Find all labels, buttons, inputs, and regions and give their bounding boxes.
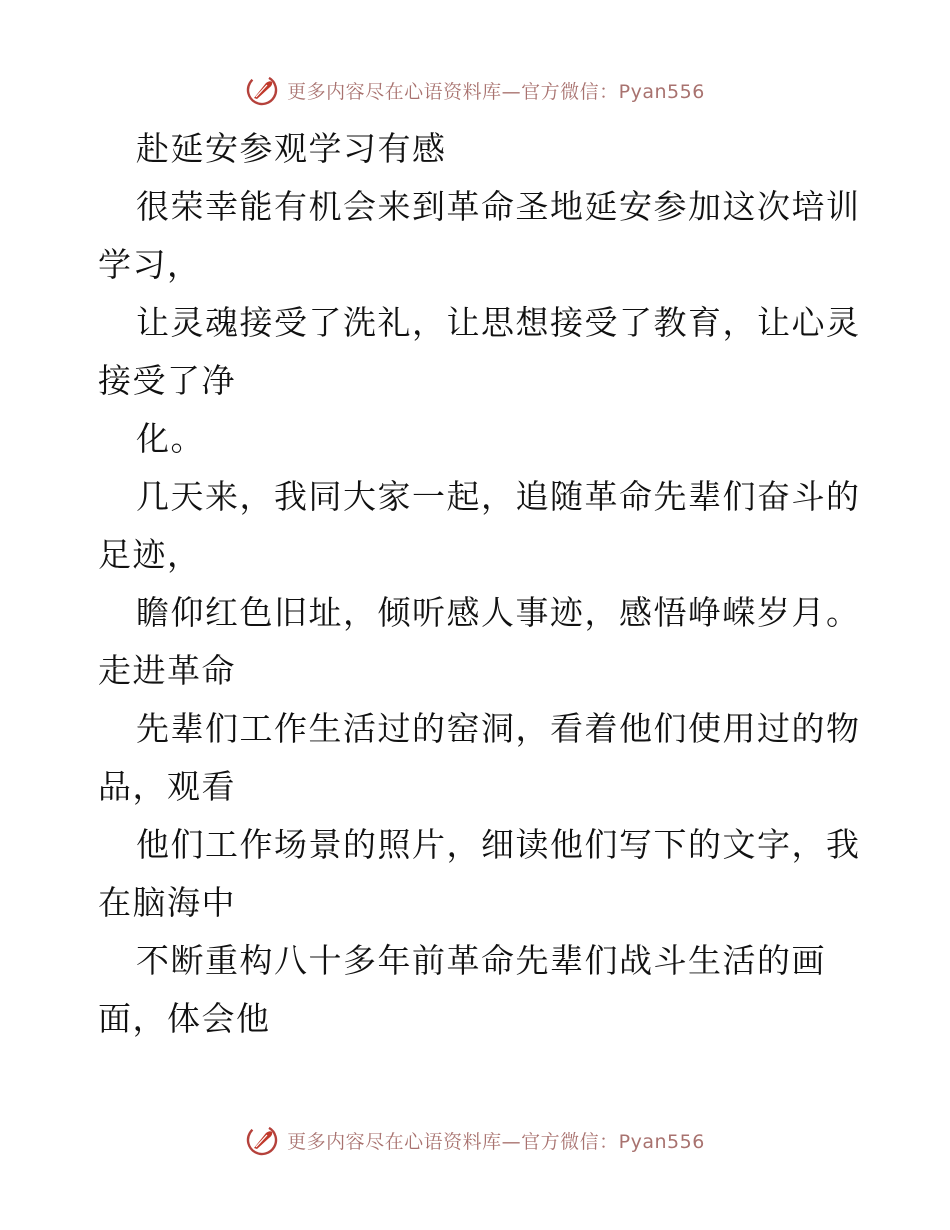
text-line: 在脑海中 <box>98 883 236 922</box>
text-line: 学习， <box>98 245 202 284</box>
text-line: 让灵魂接受了洗礼，让思想接受了教育，让心灵 <box>136 303 861 342</box>
text-line: 足迹， <box>98 535 202 574</box>
text-line: 品，观看 <box>98 767 236 806</box>
text-line: 走进革命 <box>98 651 236 690</box>
document-title: 赴延安参观学习有感 <box>136 129 447 168</box>
text-line: 几天来，我同大家一起，追随革命先辈们奋斗的 <box>136 477 861 516</box>
watermark-text: 更多内容尽在心语资料库—官方微信：Pyan556 <box>287 80 705 103</box>
quill-pen-circle-icon <box>245 73 279 107</box>
text-line: 不断重构八十多年前革命先辈们战斗生活的画 <box>136 941 826 980</box>
text-line: 很荣幸能有机会来到革命圣地延安参加这次培训 <box>136 187 861 226</box>
footer-watermark <box>0 1120 950 1160</box>
text-line: 化。 <box>136 419 205 458</box>
text-line: 他们工作场景的照片，细读他们写下的文字，我 <box>136 825 861 864</box>
header-watermark <box>0 70 950 110</box>
document-body <box>98 120 861 1048</box>
text-line: 接受了净 <box>98 361 236 400</box>
text-line: 先辈们工作生活过的窑洞，看着他们使用过的物 <box>136 709 861 748</box>
quill-pen-circle-icon <box>245 1123 279 1157</box>
watermark-text: 更多内容尽在心语资料库—官方微信：Pyan556 <box>287 1130 705 1153</box>
text-line: 面，体会他 <box>98 999 271 1038</box>
text-line: 瞻仰红色旧址，倾听感人事迹，感悟峥嵘岁月。 <box>136 593 861 632</box>
